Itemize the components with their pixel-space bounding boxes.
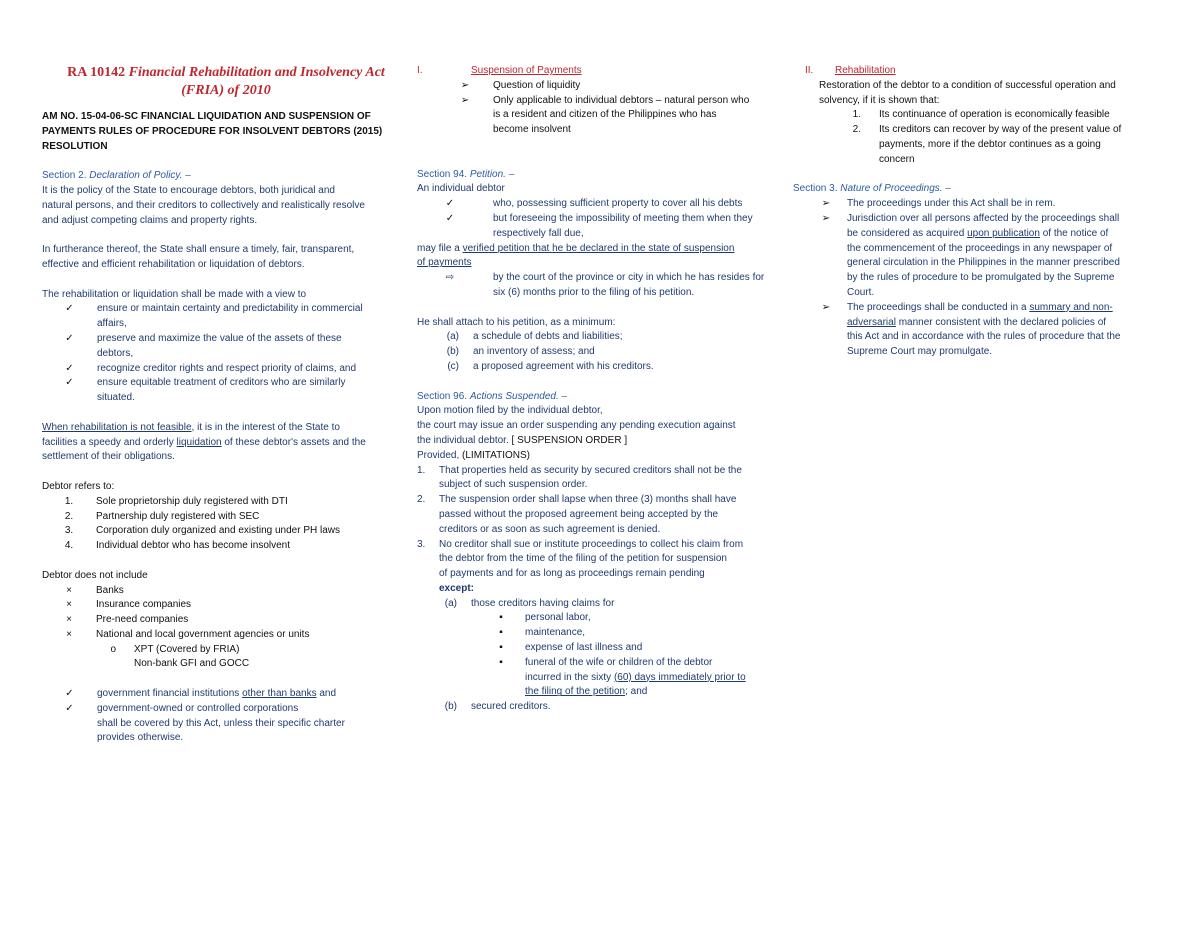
list-item [793, 212, 1163, 301]
section-96-label: Section 96. [417, 390, 470, 402]
list-item [42, 687, 410, 702]
square-bullet-icon: ▪ [499, 656, 503, 668]
item-text: situated. [97, 392, 135, 404]
item-text: Its creditors can recover by way of the present value of [879, 124, 1122, 136]
item-text: recognize creditor rights and respect priority of claims, and [97, 362, 357, 374]
list-item [417, 493, 782, 537]
list-item [793, 108, 1163, 123]
provided-line [417, 449, 782, 464]
item-text: expense of last illness and [525, 642, 643, 654]
column-left [42, 64, 410, 746]
list-item [417, 345, 782, 360]
list-letter: (b) [444, 701, 457, 713]
xpt-text: XPT (Covered by FRIA) [134, 643, 240, 655]
item-text: respectively fall due, [493, 227, 584, 239]
item-text: the debtor from the time of the filing of the petition for suspension [439, 553, 727, 565]
policy-line: It is the policy of the State to encourage debtors, both juridical and [42, 184, 335, 196]
list-item [793, 301, 1163, 360]
section-96-title: Actions Suspended. – [469, 390, 568, 402]
filing-underlined: the filing of the petition [525, 686, 626, 698]
list-number: 2. [64, 510, 74, 522]
item-text: but foreseeing the impossibility of meeting them when they [493, 212, 753, 224]
square-bullet-icon: ▪ [499, 627, 503, 639]
section-2-title: Declaration of Policy. – [89, 170, 191, 182]
square-bullet-icon: ▪ [499, 612, 503, 624]
list-number: 1. [64, 495, 74, 507]
check-icon: ✓ [65, 362, 74, 374]
item-text: and [316, 688, 337, 700]
list-item [417, 464, 782, 494]
am-line: AM NO. 15-04-06-SC FINANCIAL LIQUIDATION AND SUSPENSION OF [42, 111, 371, 122]
summary-underlined: summary and non- [1029, 301, 1113, 313]
section-94-title: Petition. – [469, 168, 515, 180]
list-item [417, 79, 782, 94]
section-heading-rehabilitation [793, 64, 1163, 79]
other-than-banks-underlined: other than banks [242, 688, 317, 700]
list-item [42, 332, 410, 362]
am-line: RESOLUTION [42, 140, 108, 152]
list-item [417, 271, 782, 301]
arrow-bullet-icon: ➢ [460, 79, 470, 91]
arrow-bullet-icon: ➢ [821, 301, 831, 313]
motion-line: Upon motion filed by the individual debtor, [417, 405, 603, 417]
list-number: 1. [852, 109, 861, 121]
item-text: manner consistent with the declared policies of [895, 316, 1107, 328]
square-bullet-icon: ▪ [499, 642, 503, 654]
section-96-heading [417, 390, 782, 405]
view-line: The rehabilitation or liquidation shall be made with a view to [42, 288, 307, 300]
debtor-not-heading: Debtor does not include [42, 569, 148, 581]
list-item [42, 598, 410, 613]
item-text: Pre-need companies [96, 614, 189, 626]
item-text: Banks [96, 584, 124, 596]
item-text: personal labor, [525, 612, 591, 624]
issue-line [417, 434, 782, 449]
cross-icon: × [66, 628, 72, 640]
list-item [42, 302, 410, 332]
upon-publication-underlined: upon publication [967, 227, 1040, 239]
cross-icon: × [66, 599, 72, 611]
section-3-heading [793, 182, 1163, 197]
list-item [417, 360, 782, 375]
covered-line: shall be covered by this Act, unless their specific charter [97, 717, 345, 729]
incurred-text: ; and [625, 686, 648, 698]
item-text: Partnership duly registered with SEC [96, 510, 260, 522]
item-text: That properties held as security by secured creditors shall not be the [439, 464, 742, 476]
may-file-line: of payments [417, 257, 472, 269]
policy-line: natural persons, and their creditors to collectively and realistically resolve [42, 199, 365, 211]
heading-number: II. [805, 65, 814, 76]
item-text: Supreme Court may promulgate. [847, 346, 993, 358]
list-letter: (c) [447, 360, 459, 372]
suspension-order-label: [ SUSPENSION ORDER ] [511, 434, 628, 446]
item-text: Its continuance of operation is economically feasible [879, 109, 1110, 121]
list-item [42, 539, 410, 554]
section-3-title: Nature of Proceedings. – [840, 183, 951, 195]
incurred-line [417, 685, 782, 700]
item-text: by the rules of procedure to be promulgated by the Supreme [847, 272, 1115, 284]
list-letter: (a) [446, 331, 459, 343]
nonbank-text: Non-bank GFI and GOCC [134, 658, 250, 670]
item-text: those creditors having claims for [471, 597, 615, 609]
restoration-line: solvency, if it is shown that: [819, 94, 940, 106]
list-item [417, 656, 782, 671]
item-text: affairs, [97, 318, 127, 330]
arrow-bullet-icon: ➢ [460, 94, 470, 106]
item-text: Insurance companies [96, 599, 192, 611]
item-text: who, possessing sufficient property to cover all his debts [493, 198, 743, 210]
am-resolution [42, 110, 410, 154]
column-right [793, 64, 1163, 360]
list-item [793, 123, 1163, 167]
item-text: concern [879, 153, 915, 165]
covered-line: provides otherwise. [97, 732, 184, 744]
item-text: this Act and in accordance with the rules of procedure that the [847, 331, 1121, 343]
list-item [417, 538, 782, 582]
list-item [42, 613, 410, 628]
adversarial-underlined: adversarial [847, 316, 896, 328]
list-number: 1. [417, 464, 426, 476]
item-text: an inventory of assess; and [473, 346, 595, 358]
circle-bullet-icon: o [110, 643, 116, 655]
list-item [417, 611, 782, 626]
may-file-line [417, 242, 782, 257]
heading-text: Rehabilitation [835, 65, 896, 76]
check-icon: ✓ [445, 212, 455, 224]
list-item [417, 626, 782, 641]
item-text: general circulation in the Philippines in the manner prescribed [847, 257, 1120, 269]
item-text: government-owned or controlled corporations [97, 702, 299, 714]
list-item [42, 584, 410, 599]
list-item [42, 524, 410, 539]
list-number: 4. [64, 540, 74, 552]
item-text: Court. [847, 286, 875, 298]
item-text: creditors or as soon as such agreement is denied. [439, 523, 661, 535]
individual-debtor-line: An individual debtor [417, 183, 505, 195]
item-text: ensure or maintain certainty and predictability in commercial [97, 303, 363, 315]
heading-text: Suspension of Payments [471, 65, 582, 76]
check-icon: ✓ [65, 377, 74, 389]
check-icon: ✓ [65, 702, 74, 714]
list-item [417, 212, 782, 242]
item-text: Jurisdiction over all persons affected by the proceedings shall [847, 212, 1120, 224]
not-feasible-line: settlement of their obligations. [42, 451, 175, 463]
list-letter: (b) [446, 346, 459, 358]
item-text: subject of such suspension order. [439, 479, 588, 491]
arrow-bullet-icon: ➢ [821, 212, 831, 224]
item-text: No creditor shall sue or institute proceedings to collect his claim from [439, 538, 744, 550]
list-number: 2. [417, 494, 426, 506]
not-feasible-text: of these debtor's assets and the [221, 436, 366, 448]
list-item [42, 376, 410, 406]
cross-icon: × [66, 614, 72, 626]
section-2-label: Section 2. [42, 170, 90, 182]
item-text: be considered as acquired [847, 227, 968, 239]
debtor-refers-heading: Debtor refers to: [42, 480, 115, 492]
not-feasible-text: , it is in the interest of the State to [191, 421, 340, 433]
item-text: of the notice of [1039, 227, 1109, 239]
item-text: is a resident and citizen of the Philippines who has [493, 109, 717, 121]
list-item [793, 197, 1163, 212]
item-text: passed without the proposed agreement being accepted by the [439, 508, 719, 520]
document-title [42, 64, 410, 100]
check-icon: ✓ [65, 332, 74, 344]
item-text: six (6) months prior to the filing of his petition. [493, 286, 695, 298]
except-label: except: [439, 582, 475, 594]
list-item [42, 702, 410, 717]
item-text: Sole proprietorship duly registered with DTI [96, 495, 288, 507]
sixty-days-underlined: (60) days immediately prior to [613, 671, 746, 683]
item-text: payments, more if the debtor continues as a going [879, 138, 1101, 150]
list-item [42, 362, 410, 377]
item-text: Only applicable to individual debtors – natural person who [493, 94, 750, 106]
column-middle [417, 64, 782, 715]
arrow-bullet-icon: ➢ [821, 198, 831, 210]
item-text: ensure equitable treatment of creditors who are similarly [97, 377, 346, 389]
cross-icon: × [66, 584, 72, 596]
provided-text: Provided, [417, 449, 463, 461]
may-file-text: may file a [417, 242, 463, 254]
limitations-label: (LIMITATIONS) [462, 449, 530, 461]
list-item [417, 641, 782, 656]
verified-petition-underlined: verified petition that he be declared in the state of suspension [462, 242, 735, 254]
item-text: debtors, [97, 347, 134, 359]
list-item [42, 495, 410, 510]
list-letter: (a) [444, 597, 457, 609]
item-text: government financial institutions [97, 688, 243, 700]
restoration-line: Restoration of the debtor to a condition of successful operation and [819, 79, 1116, 91]
furtherance-line: In furtherance thereof, the State shall ensure a timely, fair, transparent, [42, 244, 355, 256]
issue-text: the individual debtor. [417, 434, 512, 446]
item-text: a proposed agreement with his creditors. [473, 360, 654, 372]
item-text: Corporation duly organized and existing under PH laws [96, 525, 341, 537]
section-94-heading [417, 168, 782, 183]
incurred-line [417, 671, 782, 686]
not-feasible-line [42, 436, 410, 451]
not-feasible-line [42, 421, 410, 436]
item-text: Question of liquidity [493, 79, 581, 91]
title-ra-number: RA 10142 [67, 65, 129, 80]
title-line-2: (FRIA) of 2010 [181, 83, 271, 98]
item-text: National and local government agencies or units [96, 628, 310, 640]
item-text: maintenance, [525, 627, 586, 639]
not-feasible-underlined: When rehabilitation is not feasible [42, 421, 192, 433]
section-heading-suspension [417, 64, 782, 79]
heading-number: I. [417, 65, 423, 76]
furtherance-line: effective and efficient rehabilitation or liquidation of debtors. [42, 258, 305, 270]
policy-line: and adjust competing claims and property rights. [42, 214, 258, 226]
issue-line: the court may issue an order suspending any pending execution against [417, 420, 736, 432]
not-feasible-text: facilities a speedy and orderly [42, 436, 177, 448]
xpt-item [42, 643, 410, 673]
list-number: 3. [417, 538, 426, 550]
incurred-text: incurred in the sixty [525, 671, 614, 683]
item-text: the commencement of the proceedings in any newspaper of [847, 242, 1113, 254]
item-text: by the court of the province or city in which he has resides for [493, 272, 765, 284]
section-2-heading [42, 169, 410, 184]
list-item [417, 94, 782, 138]
item-text: become insolvent [493, 124, 571, 136]
item-text: a schedule of debts and liabilities; [473, 331, 623, 343]
section-3-label: Section 3. [793, 183, 841, 195]
right-arrow-icon: ⇨ [445, 272, 455, 284]
check-icon: ✓ [65, 303, 74, 315]
item-text: The proceedings under this Act shall be in rem. [847, 198, 1056, 210]
list-item [417, 330, 782, 345]
item-text: The proceedings shall be conducted in a [847, 301, 1030, 313]
section-94-label: Section 94. [417, 168, 470, 180]
item-text: The suspension order shall lapse when three (3) months shall have [439, 494, 737, 506]
check-icon: ✓ [65, 688, 74, 700]
item-text: funeral of the wife or children of the debtor [525, 656, 713, 668]
item-text: secured creditors. [471, 701, 551, 713]
list-item [42, 628, 410, 643]
list-number: 3. [64, 525, 74, 537]
list-item [417, 597, 782, 612]
list-item [417, 197, 782, 212]
check-icon: ✓ [445, 198, 455, 210]
title-act-name: Financial Rehabilitation and Insolvency Act [128, 65, 385, 80]
item-text: Individual debtor who has become insolvent [96, 540, 291, 552]
item-text: of payments and for as long as proceedings remain pending [439, 568, 705, 580]
list-number: 2. [852, 124, 861, 136]
liquidation-underlined: liquidation [176, 436, 222, 448]
list-item [417, 700, 782, 715]
list-item [42, 510, 410, 525]
item-text: preserve and maximize the value of the assets of these [97, 332, 342, 344]
attach-line: He shall attach to his petition, as a minimum: [417, 316, 616, 328]
am-line: PAYMENTS RULES OF PROCEDURE FOR INSOLVENT DEBTORS (2015) [42, 125, 383, 137]
